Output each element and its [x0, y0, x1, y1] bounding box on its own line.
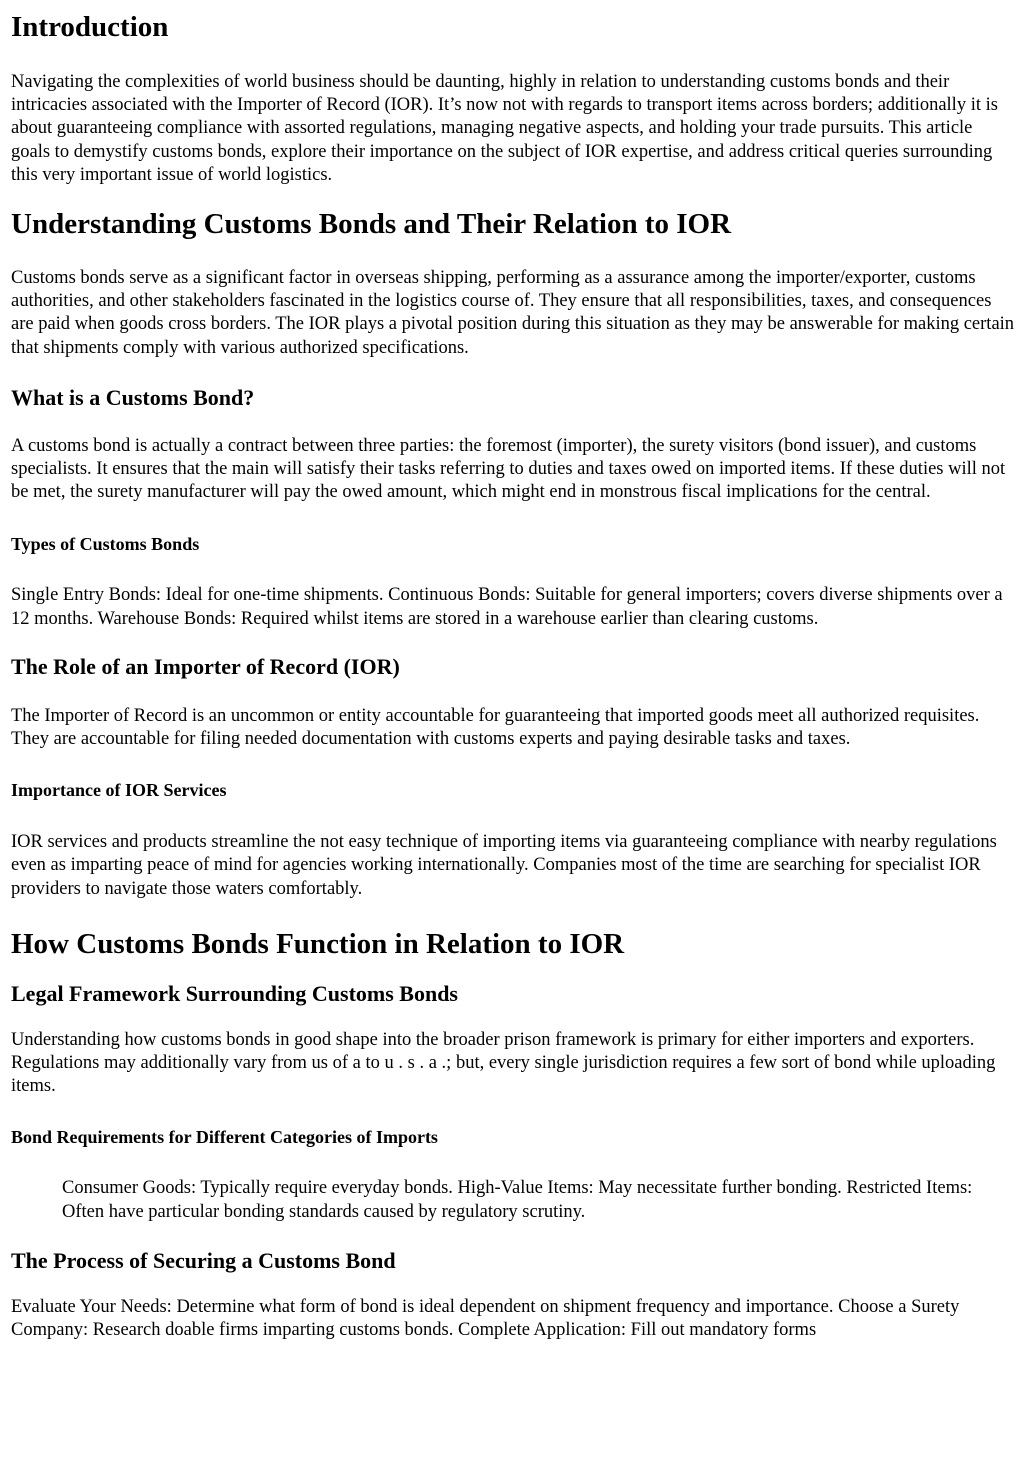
paragraph-legal-framework: Understanding how customs bonds in good shape into the broader prison framework is primary for either importers and exporters. Regulations may additionally vary from us of a to u . s . a .; but, every single jurisdiction requires a few sort of bond while uploading items.	[11, 1029, 996, 1097]
heading-understanding-customs-bonds: Understanding Customs Bonds and Their Relation to IOR	[11, 208, 732, 241]
paragraph-types-of-customs-bonds: Single Entry Bonds: Ideal for one-time shipments. Continuous Bonds: Suitable for general importers; covers diverse shipments over a 12 months. Warehouse Bonds: Required whilst items are stored in a warehouse earlier than clearing customs.	[11, 585, 1003, 629]
heading-bond-requirements: Bond Requirements for Different Categories of Imports	[11, 1127, 438, 1148]
heading-introduction: Introduction	[11, 11, 169, 43]
paragraph-introduction: Navigating the complexities of world business should be daunting, highly in relation to understanding customs bonds and their intricacies associated with the Importer of Record (IOR). It’s now not with regards to transport items across borders; additionally it is about guaranteeing compliance with assorted regulations, managing negative aspects, and holding your trade pursuits. This article goals to demystify customs bonds, explore their importance on the subject of IOR expertise, and address critical queries surrounding this very important issue of world logistics.	[11, 72, 998, 185]
paragraph-understanding-customs-bonds: Customs bonds serve as a significant factor in overseas shipping, performing as a assurance among the importer/exporter, customs authorities, and other stakeholders fascinated in the logistics course of. They ensure that all responsibilities, taxes, and consequences are paid when goods cross borders. The IOR plays a pivotal position during this situation as they may be answerable for making certain that shipments comply with various authorized specifications.	[11, 268, 1015, 358]
heading-legal-framework: Legal Framework Surrounding Customs Bonds	[11, 980, 458, 1006]
paragraph-importance-of-ior-services: IOR services and products streamline the not easy technique of importing items via guaranteeing compliance with nearby regulations even as imparting peace of mind for agencies working internationally. Companies most of the time are searching for specialist IOR providers to navigate those waters comfortably.	[11, 832, 997, 899]
heading-how-customs-bonds-function: How Customs Bonds Function in Relation to IOR	[11, 927, 625, 960]
paragraph-what-is-customs-bond: A customs bond is actually a contract between three parties: the foremost (importer), the surety visitors (bond issuer), and customs specialists. It ensures that the main will satisfy their tasks referring to duties and taxes owed on imported items. If these duties will not be met, the surety manufacturer will pay the owed amount, which might end in monstrous fiscal implications for the central.	[11, 435, 1006, 503]
list-bond-requirements: Consumer Goods: Typically require everyday bonds. High-Value Items: May necessitate further bonding. Restricted Items: Often have particular bonding standards caused by regulatory scrutiny.	[62, 1178, 973, 1222]
paragraph-process-securing-bond: Evaluate Your Needs: Determine what form of bond is ideal dependent on shipment frequency and importance. Choose a Surety Company: Research doable firms imparting customs bonds. Complete Application: Fill out mandatory forms	[11, 1296, 960, 1341]
paragraph-role-of-ior: The Importer of Record is an uncommon or entity accountable for guaranteeing that imported goods meet all authorized requisites. They are accountable for filing needed documentation with customs experts and paying desirable tasks and taxes.	[11, 705, 980, 750]
heading-role-of-ior: The Role of an Importer of Record (IOR)	[11, 653, 400, 679]
heading-process-securing-bond: The Process of Securing a Customs Bond	[11, 1247, 396, 1273]
heading-types-of-customs-bonds: Types of Customs Bonds	[11, 534, 200, 555]
heading-what-is-customs-bond: What is a Customs Bond?	[11, 384, 255, 410]
heading-importance-of-ior-services: Importance of IOR Services	[11, 780, 227, 801]
